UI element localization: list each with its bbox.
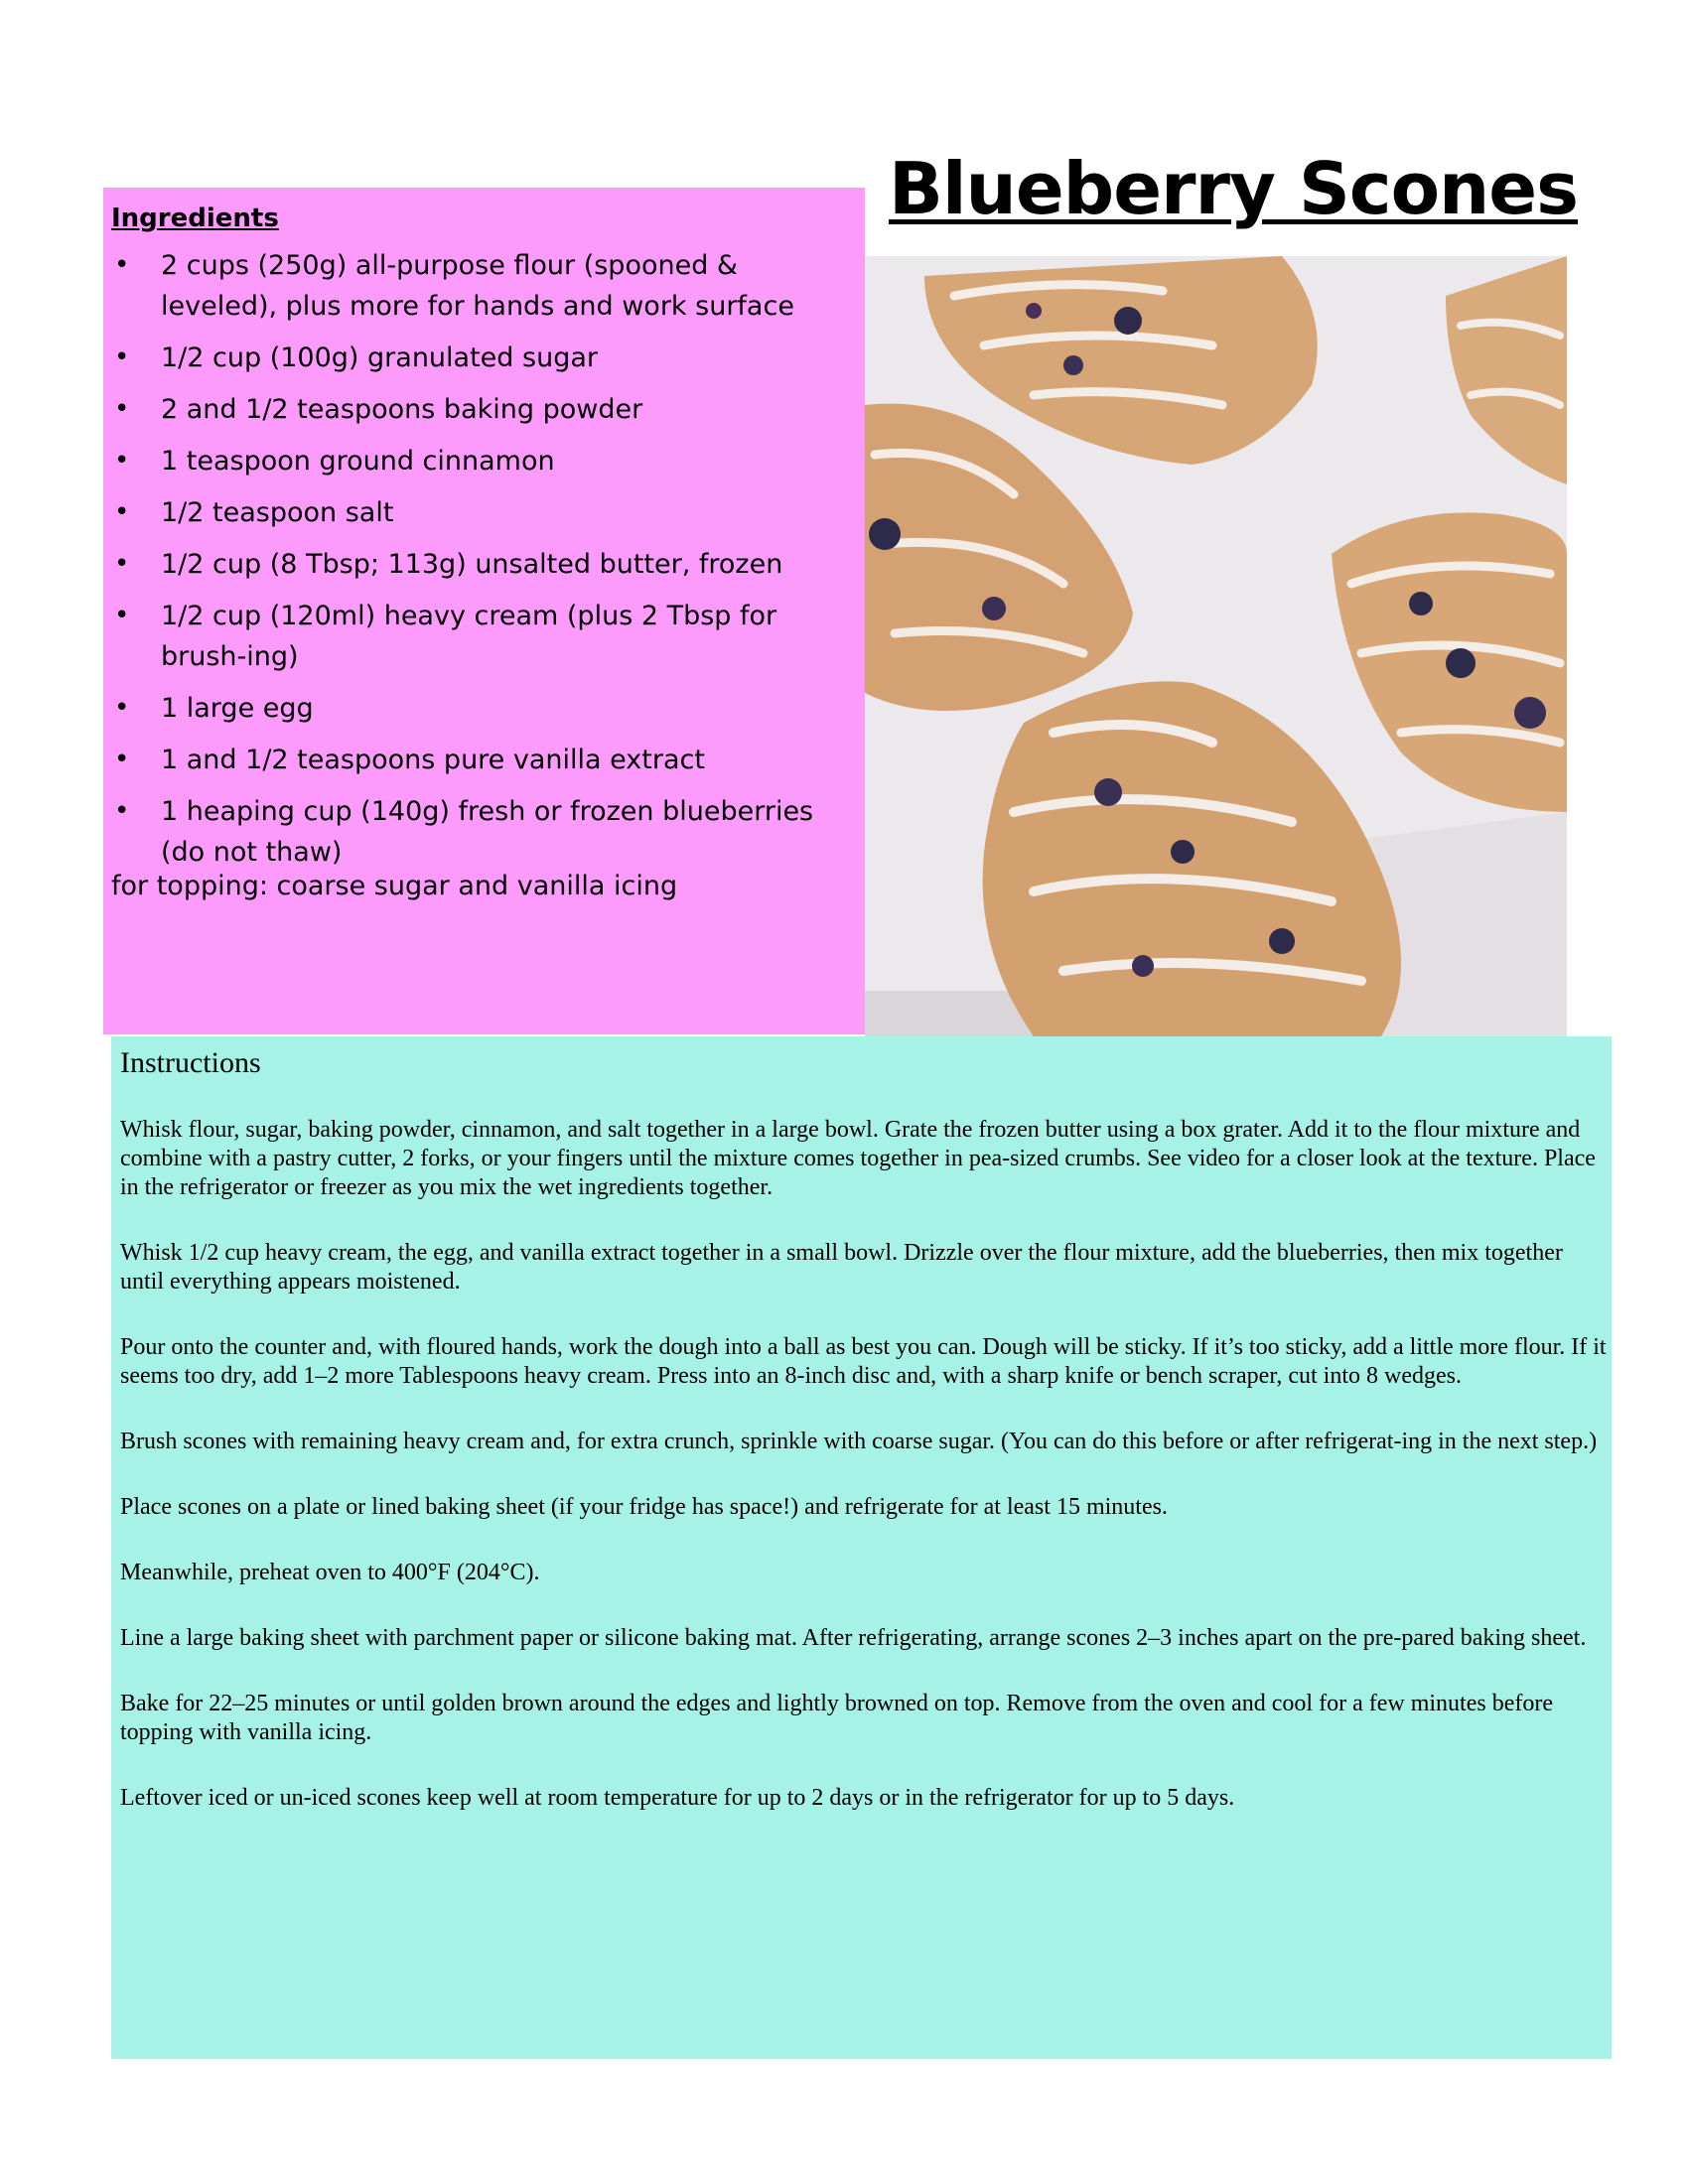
ingredient-item: • 1/2 cup (100g) granulated sugar xyxy=(103,338,858,378)
ingredient-item: • 2 and 1/2 teaspoons baking powder xyxy=(103,389,858,430)
instructions-panel xyxy=(111,1036,1612,2059)
ingredient-item: • 1 heaping cup (140g) fresh or frozen blueberries (do not thaw) xyxy=(103,791,858,873)
instruction-step: Bake for 22–25 minutes or until golden brown around the edges and lightly browned on top. Remove from the oven and cool for a few minutes before topping with vanilla icing. xyxy=(120,1691,1553,1745)
ingredient-item: • 1/2 cup (8 Tbsp; 113g) unsalted butter, frozen xyxy=(103,544,858,585)
ingredients-panel xyxy=(103,188,865,1034)
scones-illustration xyxy=(865,256,1567,1036)
instruction-step: Pour onto the counter and, with floured hands, work the dough into a ball as best you can. Dough will be sticky. If it’s too sticky, add a little more flour. If it seems too dry, add 1–2 more Tablespoons heavy cream. Press into an 8-inch disc and, with a sharp knife or bench scraper, cut into 8 wedges. xyxy=(120,1334,1607,1389)
ingredients-list xyxy=(103,245,858,884)
ingredient-item: • 1 large egg xyxy=(103,688,858,729)
instruction-step: Whisk flour, sugar, baking powder, cinnamon, and salt together in a large bowl. Grate the frozen butter using a box grater. Add it to the flour mixture and combine with a pastry cutter, 2 forks, or your fingers until the mixture comes together in pea-sized crumbs. See video for a closer look at the texture. Place in the refrigerator or freezer as you mix the wet ingredients together. xyxy=(120,1117,1596,1200)
ingredient-item: • 1 and 1/2 teaspoons pure vanilla extract xyxy=(103,740,858,780)
instruction-step: Meanwhile, preheat oven to 400°F (204°C). xyxy=(120,1560,540,1585)
instruction-step: Line a large baking sheet with parchment paper or silicone baking mat. After refrigerating, arrange scones 2–3 inches apart on the pre-pared baking sheet. xyxy=(120,1625,1587,1651)
scones-photo xyxy=(865,256,1567,1036)
instructions-steps xyxy=(120,1116,1610,1849)
ingredient-item: • 1/2 teaspoon salt xyxy=(103,492,858,533)
page-title: Blueberry Scones xyxy=(889,147,1578,230)
instructions-heading: Instructions xyxy=(120,1046,261,1079)
topping-note: for topping: coarse sugar and vanilla icing xyxy=(111,871,678,901)
ingredient-item: • 2 cups (250g) all-purpose flour (spooned & leveled), plus more for hands and work surface xyxy=(103,245,858,327)
instruction-step: Whisk 1/2 cup heavy cream, the egg, and vanilla extract together in a small bowl. Drizzle over the flour mixture, add the blueberries, then mix together until everything appears moistened. xyxy=(120,1240,1563,1295)
ingredients-heading: Ingredients xyxy=(111,204,279,233)
instruction-step: Brush scones with remaining heavy cream and, for extra crunch, sprinkle with coarse sugar. (You can do this before or after refrigerat-ing in the next step.) xyxy=(120,1429,1598,1454)
ingredient-item: • 1 teaspoon ground cinnamon xyxy=(103,441,858,481)
instruction-step: Leftover iced or un-iced scones keep well at room temperature for up to 2 days or in the refrigerator for up to 5 days. xyxy=(120,1785,1235,1811)
ingredient-item: • 1/2 cup (120ml) heavy cream (plus 2 Tbsp for brush-ing) xyxy=(103,596,858,677)
instruction-step: Place scones on a plate or lined baking sheet (if your fridge has space!) and refrigerate for at least 15 minutes. xyxy=(120,1494,1168,1520)
